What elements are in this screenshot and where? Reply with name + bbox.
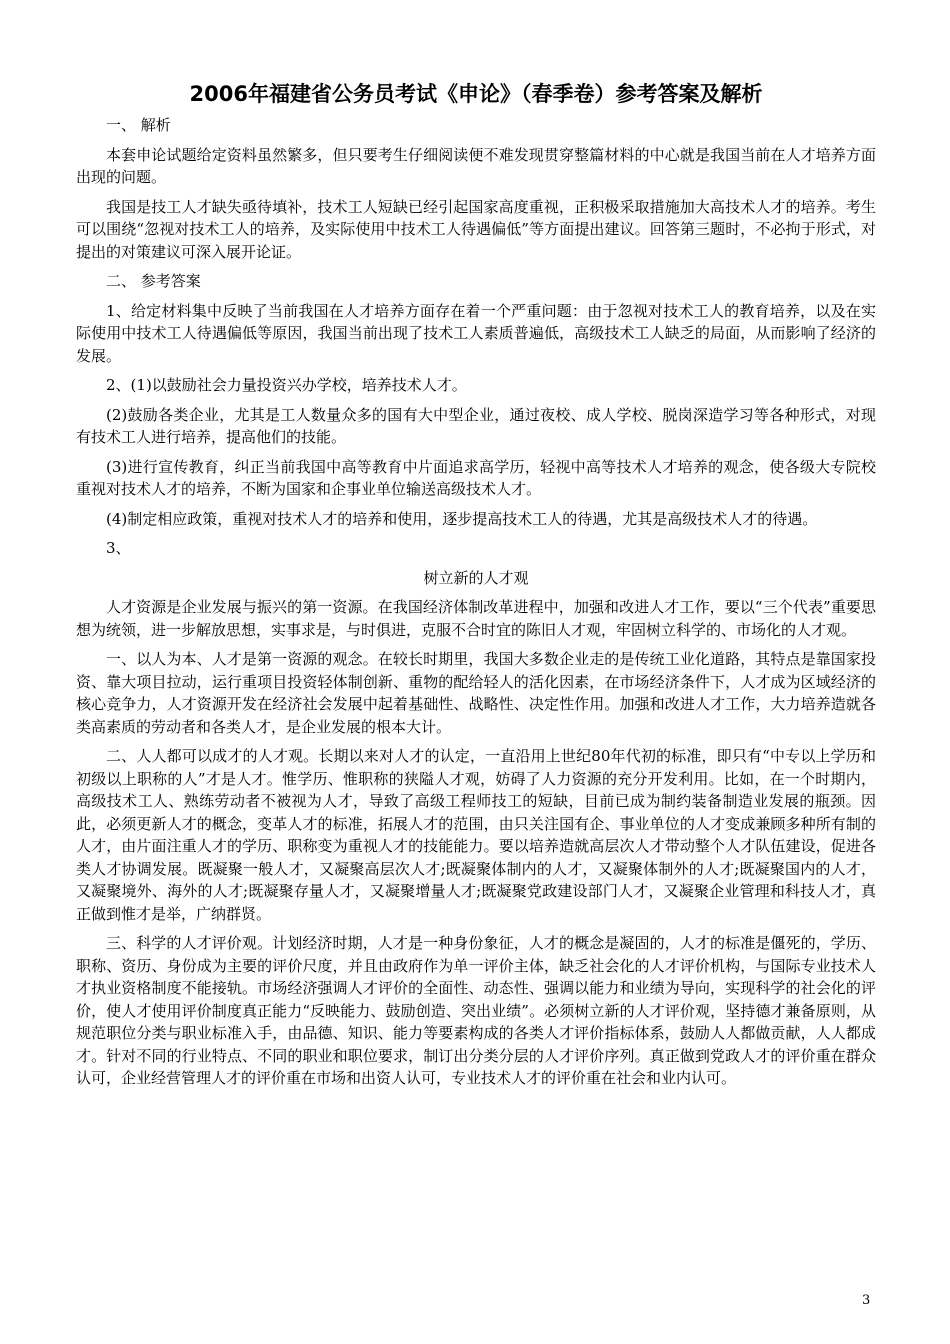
document-title: 2006年福建省公务员考试《申论》（春季卷）参考答案及解析 bbox=[189, 82, 763, 106]
answer-1: 1、给定材料集中反映了当前我国在人才培养方面存在着一个严重问题：由于忽视对技术工人的教育培养，以及在实际使用中技术工人待遇偏低等原因，我国当前出现了技术工人素质普遍低，高级技术工人缺乏的局面，从而影响了经济的发展。 bbox=[76, 301, 876, 365]
section-heading-analysis: 一、 解析 bbox=[106, 116, 171, 134]
essay-paragraph: 人才资源是企业发展与振兴的第一资源。在我国经济体制改革进程中，加强和改进人才工作，要以“三个代表”重要思想为统领，进一步解放思想，实事求是，与时俱进，克服不合时宜的陈旧人才观，牢固树立科学的、市场化的人才观。 bbox=[76, 598, 876, 639]
essay-paragraph: 一、以人为本、人才是第一资源的观念。在较长时期里，我国大多数企业走的是传统工业化道路，其特点是靠国家投资、靠大项目拉动，运行重项目投资轻体制创新、重物的配给轻人的活化因素，在市场经济条件下，人才成为区域经济的核心竞争力，人才资源开发在经济社会发展中起着基础性、战略性、决定性作用。加强和改进人才工作，大力培养造就各类高素质的劳动者和各类人才，是企业发展的根本大计。 bbox=[76, 650, 876, 736]
paragraph: 本套申论试题给定资料虽然繁多，但只要考生仔细阅读便不难发现贯穿整篇材料的中心就是我国当前在人才培养方面出现的问题。 bbox=[76, 145, 876, 186]
essay-title: 树立新的人才观 bbox=[423, 568, 529, 587]
answer-2-item-2: (2)鼓励各类企业，尤其是工人数量众多的国有大中型企业，通过夜校、成人学校、脱岗深造学习等各种形式，对现有技术工人进行培养，提高他们的技能。 bbox=[76, 405, 876, 446]
answer-2-item-3: (3)进行宣传教育，纠正当前我国中高等教育中片面追求高学历，轻视中高等技术人才培养的观念，使各级大专院校重视对技术人才的培养，不断为国家和企事业单位输送高级技术人才。 bbox=[76, 457, 876, 498]
page-number: 3 bbox=[862, 1293, 871, 1308]
answer-2-item-4: (4)制定相应政策，重视对技术人才的培养和使用，逐步提高技术工人的待遇，尤其是高级技术人才的待遇。 bbox=[106, 509, 818, 528]
section-heading-answers: 二、 参考答案 bbox=[106, 272, 201, 290]
paragraph: 我国是技工人才缺失亟待填补，技术工人短缺已经引起国家高度重视，正积极采取措施加大高技术人才的培养。考生可以围绕“忽视对技术工人的培养，及实际使用中技术工人待遇偏低”等方面提出建议。回答第三题时，不必拘于形式，对提出的对策建议可深入展开论证。 bbox=[76, 197, 876, 261]
essay-paragraph: 二、人人都可以成才的人才观。长期以来对人才的认定，一直沿用上世纪80年代初的标准，即只有“中专以上学历和初级以上职称的人”才是人才。惟学历、惟职称的狭隘人才观，妨碍了人力资源的充分开发利用。比如，在一个时期内，高级技术工人、熟练劳动者不被视为人才，导致了高级工程师技工的短缺，目前已成为制约装备制造业发展的瓶颈。因此，必须更新人才的概念，变革人才的标准，拓展人才的范围，由只关注国有企、事业单位的人才变成兼顾多种所有制的人才，由片面注重人才的学历、职称变为重视人才的技能能力。要以培养造就高层次人才带动整个人才队伍建设，促进各类人才协调发展。既凝聚一般人才，又凝聚高层次人才;既凝聚体制内的人才，又凝聚体制外的人才;既凝聚国内的人才，又凝聚境外、海外的人才;既凝聚存量人才，又凝聚增量人才;既凝聚党政建设部门人才，又凝聚企业管理和科技人才，真正做到惟才是举，广纳群贤。 bbox=[76, 747, 876, 923]
answer-2-item-1: 2、(1)以鼓励社会力量投资兴办学校，培养技术人才。 bbox=[106, 376, 467, 394]
answer-3-label: 3、 bbox=[106, 539, 131, 557]
document-page bbox=[76, 80, 876, 1097]
essay-paragraph: 三、科学的人才评价观。计划经济时期，人才是一种身份象征，人才的概念是凝固的，人才的标准是僵死的，学历、职称、资历、身份成为主要的评价尺度，并且由政府作为单一评价主体，缺乏社会化的人才评价机构，与国际专业技术人才执业资格制度不能接轨。市场经济强调人才评价的全面性、动态性、强调以能力和业绩为导向，实现科学的社会化的评价，使人才使用评价制度真正能力“反映能力、鼓励创造、突出业绩”。必须树立新的人才评价观，坚持德才兼备原则，从规范职位分类与职业标准入手，由品德、知识、能力等要素构成的各类人才评价指标体系，鼓励人人都做贡献，人人都成才。针对不同的行业特点、不同的职业和职位要求，制订出分类分层的人才评价序列。真正做到党政人才的评价重在群众认可，企业经营管理人才的评价重在市场和出资人认可，专业技术人才的评价重在社会和业内认可。 bbox=[76, 934, 876, 1087]
